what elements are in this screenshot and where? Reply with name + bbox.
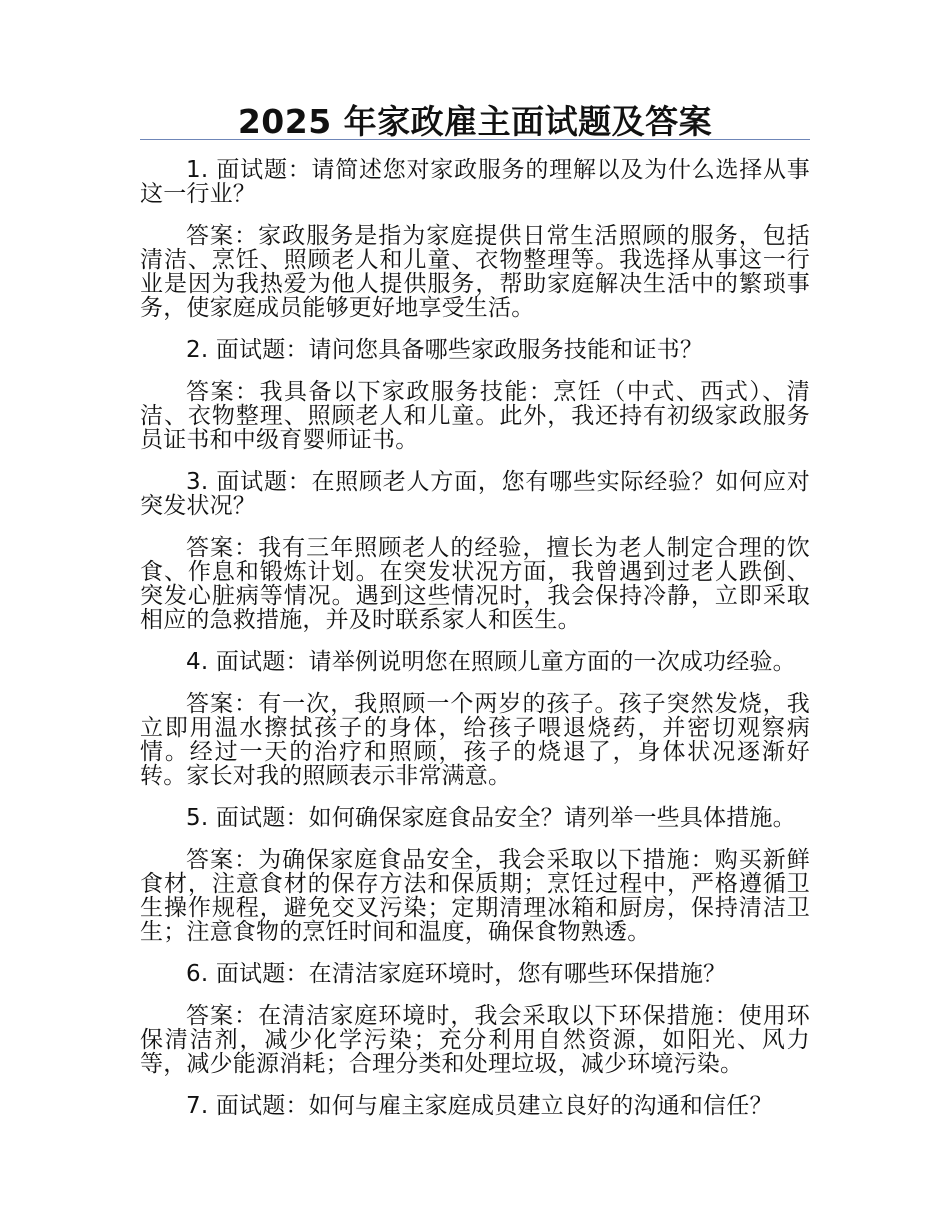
question-4: 4. 面试题：请举例说明您在照顾儿童方面的一次成功经验。: [186, 649, 796, 675]
answer-2: 答案：我具备以下家政服务技能：烹饪（中式、西式）、清洁、衣物整理、照顾老人和儿童。此外，我还持有初级家政服务员证书和中级育婴师证书。: [140, 379, 810, 453]
answer-5: 答案：为确保家庭食品安全，我会采取以下措施：购买新鲜食材，注意食材的保存方法和保质期；烹饪过程中，严格遵循卫生操作规程，避免交叉污染；定期清理冰箱和厨房，保持清洁卫生；注意食物的烹饪时间和温度，确保食物熟透。: [140, 847, 810, 945]
question-3: 3. 面试题：在照顾老人方面，您有哪些实际经验？如何应对突发状况？: [140, 469, 810, 519]
question-7: 7. 面试题：如何与雇主家庭成员建立良好的沟通和信任？: [186, 1093, 773, 1119]
page-title: 2025 年家政雇主面试题及答案: [237, 102, 713, 141]
question-2: 2. 面试题：请问您具备哪些家政服务技能和证书？: [186, 337, 704, 363]
question-6: 6. 面试题：在清洁家庭环境时，您有哪些环保措施？: [186, 961, 727, 987]
title-underline: [140, 139, 810, 140]
question-1: 1. 面试题：请简述您对家政服务的理解以及为什么选择从事这一行业？: [140, 157, 810, 207]
answer-4: 答案：有一次，我照顾一个两岁的孩子。孩子突然发烧，我立即用温水擦拭孩子的身体，给孩子喂退烧药，并密切观察病情。经过一天的治疗和照顾，孩子的烧退了，身体状况逐渐好转。家长对我的照顾表示非常满意。: [140, 691, 810, 789]
question-5: 5. 面试题：如何确保家庭食品安全？请列举一些具体措施。: [186, 805, 796, 831]
document-body: [140, 158, 810, 1136]
answer-6: 答案：在清洁家庭环境时，我会采取以下环保措施：使用环保清洁剂，减少化学污染；充分利用自然资源，如阳光、风力等，减少能源消耗；合理分类和处理垃圾，减少环境污染。: [140, 1003, 810, 1077]
answer-3: 答案：我有三年照顾老人的经验，擅长为老人制定合理的饮食、作息和锻炼计划。在突发状况方面，我曾遇到过老人跌倒、突发心脏病等情况。遇到这些情况时，我会保持冷静，立即采取相应的急救措施，并及时联系家人和医生。: [140, 535, 810, 633]
answer-1: 答案：家政服务是指为家庭提供日常生活照顾的服务，包括清洁、烹饪、照顾老人和儿童、衣物整理等。我选择从事这一行业是因为我热爱为他人提供服务，帮助家庭解决生活中的繁琐事务，使家庭成员能够更好地享受生活。: [140, 223, 810, 321]
